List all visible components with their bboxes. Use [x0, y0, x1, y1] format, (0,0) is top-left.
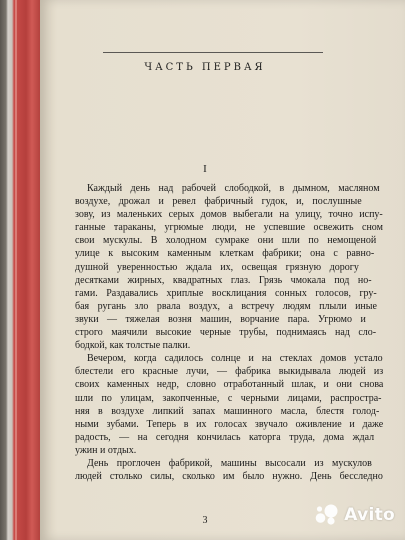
text-line: воздухе, дрожал и ревел фабричный гудок, и, послушные — [75, 196, 362, 208]
chapter-number: I — [203, 163, 207, 175]
text-line: блестели его красные лучи, — фабрика выкидывала людей из — [75, 366, 384, 378]
text-line: улице к высоким каменным клеткам фабрики; она с равно- — [75, 248, 375, 260]
text-line: ными зубами. Теперь в их голосах звучало оживление и даже — [75, 418, 384, 430]
text-line: ужин и отдых. — [75, 444, 137, 456]
page-number: 3 — [202, 515, 208, 526]
text-line: Вечером, когда садилось солнце и на стеклах домов устало — [87, 353, 383, 365]
book-cover-edge — [0, 0, 40, 540]
body-text — [75, 182, 383, 483]
text-line: бодкой, как толстые палки. — [75, 340, 191, 352]
text-line: людей столько силы, сколько им было нужно. День бесследно — [75, 471, 383, 483]
header-rule — [103, 52, 323, 53]
part-title: ЧАСТЬ ПЕРВАЯ — [144, 62, 266, 73]
text-line: няя в воздухе липкий запах машинного масла, блестя голод- — [75, 405, 380, 417]
text-line: бая ругань зло рвала воздух, а встречу людям плыли иные — [75, 300, 377, 312]
text-line: десятками жирных, квадратных глаз. Грязь чмокала под но- — [75, 274, 372, 286]
book-page — [40, 0, 405, 540]
text-line: ганные тараканы, угрюмые люди, не успевшие освежить сном — [75, 222, 383, 234]
text-line: зову, из маленьких серых домов выбегали на улицу, точно испу- — [75, 209, 383, 221]
text-line: своих каменных недр, словно отработанный шлак, и они снова — [75, 379, 384, 391]
text-line: свои мускулы. В холодном сумраке они шли по немощеной — [75, 235, 377, 247]
text-line: Каждый день над рабочей слободкой, в дымном, масляном — [87, 183, 380, 194]
watermark-text: Avito — [344, 505, 395, 525]
avito-logo-icon — [314, 504, 340, 526]
text-line: звуки — тяжелая возня машин, ворчание пара. Угрюмо и — [75, 313, 366, 325]
text-line: душной уверенностью ждала их, освещая грязную дорогу — [75, 261, 359, 273]
text-line: День проглочен фабрикой, машины высосали из мускулов — [87, 457, 372, 469]
text-line: гами. Раздавались хриплые восклицания сонных голосов, гру- — [75, 287, 377, 299]
avito-watermark — [314, 504, 395, 526]
text-line: шли по улицам, закопченные, с черными лицами, распростра- — [75, 392, 382, 404]
text-line: строго маячили высокие черные трубы, поднимаясь над сло- — [75, 327, 377, 339]
text-line: радость, — на сегодня кончилась каторга труда, дома ждал — [75, 431, 375, 443]
cover-stripe — [15, 0, 17, 540]
